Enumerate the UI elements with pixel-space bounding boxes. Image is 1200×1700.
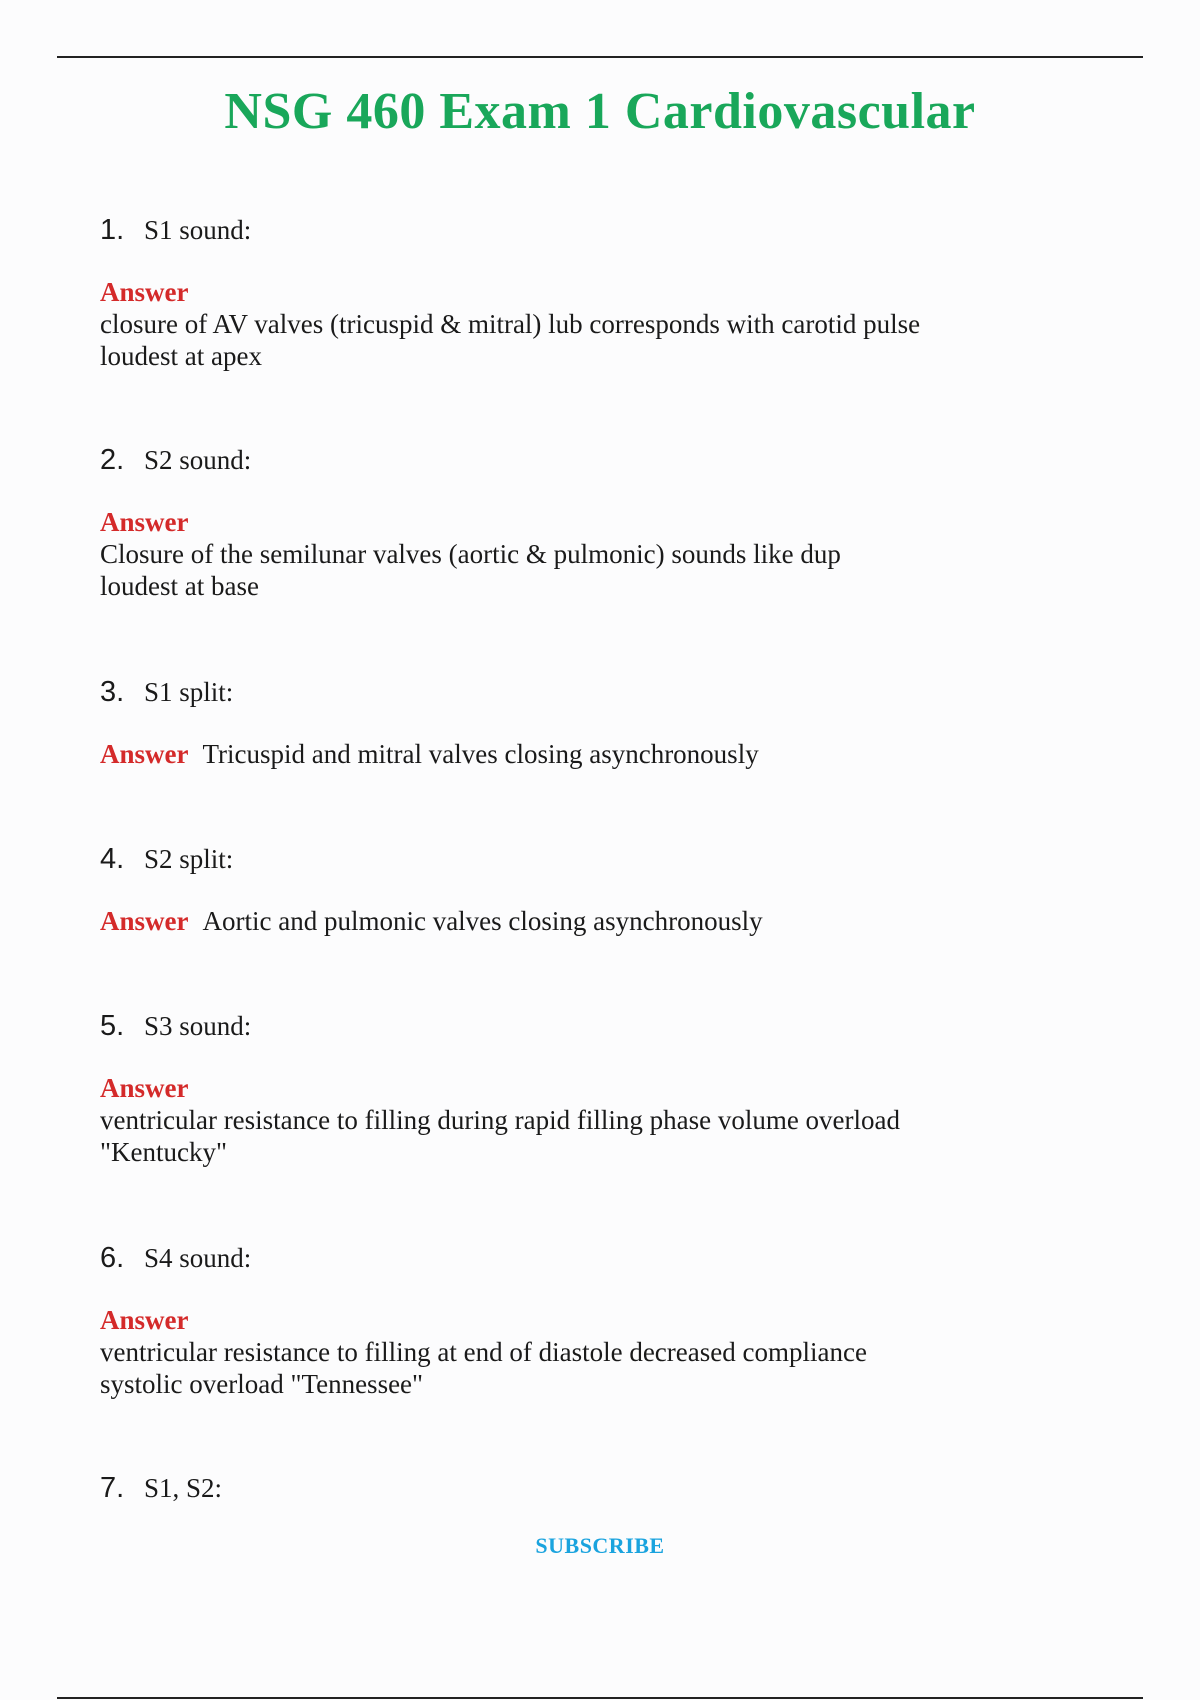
answer-block (100, 738, 1100, 770)
question-item-2 (100, 444, 1100, 602)
answer-text-line: loudest at base (100, 571, 259, 601)
question-number: 7. (100, 1472, 125, 1504)
answer-text-line: Closure of the semilunar valves (aortic & pulmonic) sounds like dup (100, 539, 841, 569)
top-rule (57, 56, 1143, 58)
answer-text-line: ventricular resistance to filling during rapid filling phase volume overload (100, 1105, 901, 1135)
answer-label: Answer (100, 277, 189, 307)
question-text: S1 sound: (144, 215, 252, 245)
subscribe-link[interactable]: SUBSCRIBE (535, 1533, 665, 1558)
answer-text-line: loudest at apex (100, 341, 262, 371)
question-number: 2. (100, 444, 125, 476)
answer-text: Aortic and pulmonic valves closing asynchronously (202, 906, 763, 936)
question-line (100, 676, 1100, 708)
answer-label: Answer (100, 739, 189, 769)
bottom-rule (57, 1697, 1143, 1699)
question-number: 4. (100, 843, 125, 875)
question-line (100, 444, 1100, 476)
question-line (100, 214, 1100, 246)
question-line (100, 843, 1100, 875)
answer-block (100, 1072, 1100, 1168)
question-text: S1 split: (144, 677, 234, 707)
page-title: NSG 460 Exam 1 Cardiovascular (224, 83, 976, 140)
answer-text-line: closure of AV valves (tricuspid & mitral) lub corresponds with carotid pulse (100, 309, 921, 339)
answer-text: Tricuspid and mitral valves closing asynchronously (202, 739, 759, 769)
answer-block (100, 506, 1100, 602)
answer-text-line: systolic overload "Tennessee" (100, 1369, 424, 1399)
answer-block (100, 1304, 1100, 1400)
question-item-1 (100, 214, 1100, 372)
question-number: 6. (100, 1242, 125, 1274)
answer-label: Answer (100, 1073, 189, 1103)
answer-label: Answer (100, 906, 189, 936)
question-number: 5. (100, 1010, 125, 1042)
question-text: S4 sound: (144, 1243, 252, 1273)
answer-block (100, 276, 1100, 372)
question-text: S1, S2: (144, 1473, 223, 1503)
question-line (100, 1242, 1100, 1274)
question-line (100, 1010, 1100, 1042)
question-item-6 (100, 1242, 1100, 1400)
question-text: S3 sound: (144, 1011, 252, 1041)
question-text: S2 sound: (144, 445, 252, 475)
question-item-7 (100, 1472, 1100, 1504)
answer-label: Answer (100, 507, 189, 537)
question-text: S2 split: (144, 844, 234, 874)
answer-text-line: "Kentucky" (100, 1137, 228, 1167)
question-line (100, 1472, 1100, 1504)
answer-label: Answer (100, 1305, 189, 1335)
question-item-5 (100, 1010, 1100, 1168)
answer-text-line: ventricular resistance to filling at end of diastole decreased compliance (100, 1337, 867, 1367)
question-number: 3. (100, 676, 125, 708)
question-number: 1. (100, 214, 125, 246)
question-item-3 (100, 676, 1100, 770)
answer-block (100, 905, 1100, 937)
question-item-4 (100, 843, 1100, 937)
